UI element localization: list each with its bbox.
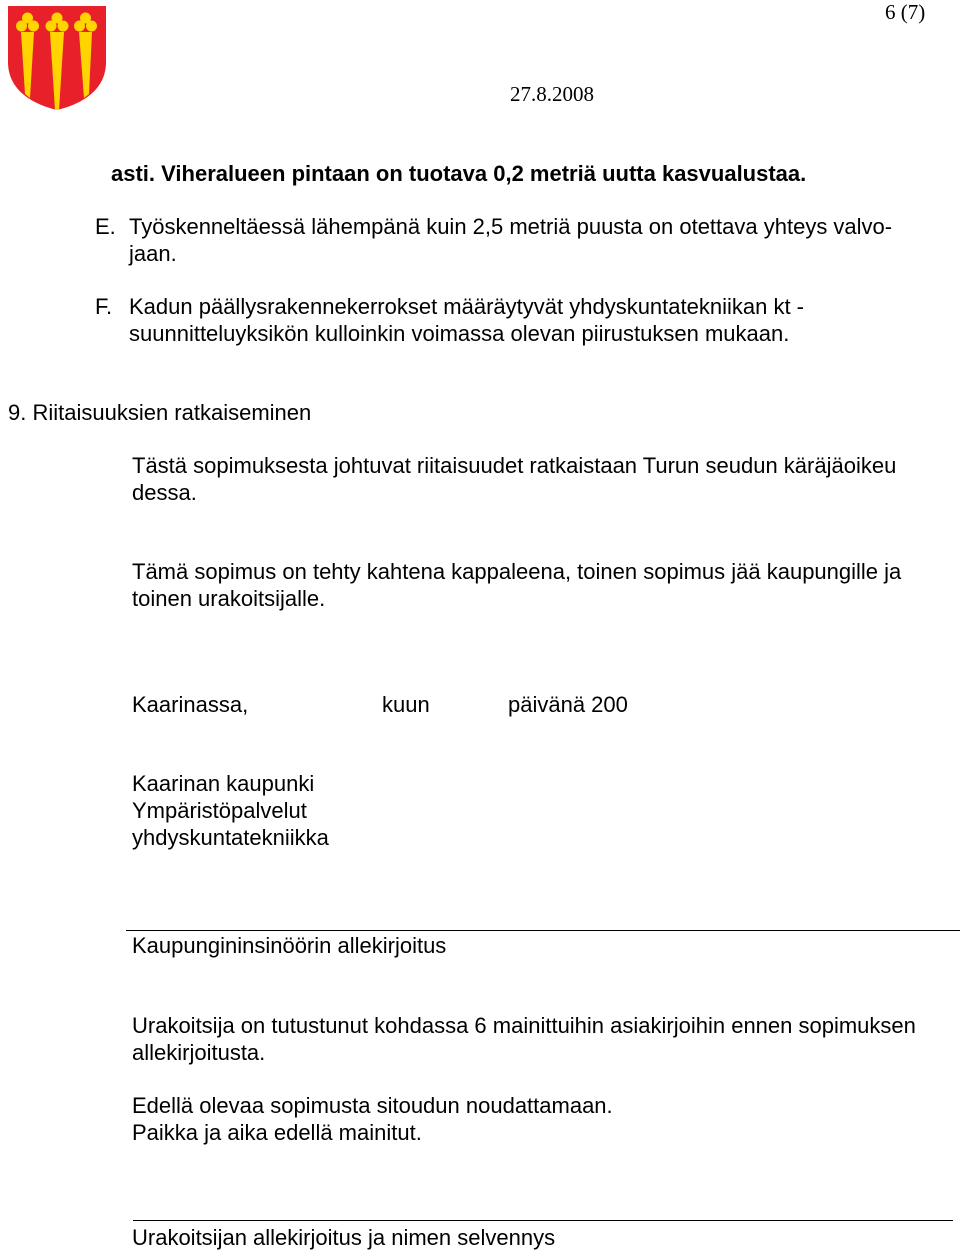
commitment-line1: Edellä olevaa sopimusta sitoudun noudattamaan. xyxy=(132,1093,613,1118)
organization-line3: yhdyskuntatekniikka xyxy=(132,825,329,850)
signature-label-engineer: Kaupungininsinöörin allekirjoitus xyxy=(132,933,447,958)
organization-line2: Ympäristöpalvelut xyxy=(132,798,307,823)
organization-line1: Kaarinan kaupunki xyxy=(132,771,315,796)
section-9-para2-line2: toinen urakoitsijalle. xyxy=(132,586,326,611)
signature-line-contractor xyxy=(133,1220,953,1221)
section-9-para2-line1: Tämä sopimus on tehty kahtena kappaleena, toinen sopimus jää kaupungille ja xyxy=(132,559,902,584)
contractor-statement-line2: allekirjoitusta. xyxy=(132,1040,266,1065)
item-e-line1: Työskenneltäessä lähempänä kuin 2,5 metriä puusta on otettava yhteys valvo- xyxy=(129,214,893,239)
item-f-line1: Kadun päällysrakennekerrokset määräytyvät yhdyskuntatekniikan kt - xyxy=(129,294,805,319)
bold-continuation-line: asti. Viheralueen pintaan on tuotava 0,2 metriä uutta kasvualustaa. xyxy=(111,161,807,186)
signature-label-contractor: Urakoitsijan allekirjoitus ja nimen selvennys xyxy=(132,1225,556,1250)
section-9-para1-line2: dessa. xyxy=(132,480,197,505)
commitment-line2: Paikka ja aika edellä mainitut. xyxy=(132,1120,422,1145)
item-f-letter: F. xyxy=(95,294,113,319)
coat-of-arms-icon xyxy=(6,4,108,112)
document-date: 27.8.2008 xyxy=(510,82,594,106)
page-number: 6 (7) xyxy=(885,0,926,24)
date-line-place: Kaarinassa, xyxy=(132,692,249,717)
section-9-para1-line1: Tästä sopimuksesta johtuvat riitaisuudet ratkaistaan Turun seudun käräjäoikeu xyxy=(132,453,897,478)
date-line-month: kuun xyxy=(382,692,430,717)
item-e-letter: E. xyxy=(95,214,116,239)
item-e-line2: jaan. xyxy=(129,241,177,266)
signature-line-engineer xyxy=(126,930,960,931)
item-f-line2: suunnitteluyksikön kulloinkin voimassa olevan piirustuksen mukaan. xyxy=(129,321,790,346)
section-9-heading: 9. Riitaisuuksien ratkaiseminen xyxy=(8,400,312,425)
date-line-day-year: päivänä 200 xyxy=(508,692,628,717)
contractor-statement-line1: Urakoitsija on tutustunut kohdassa 6 mainittuihin asiakirjoihin ennen sopimuksen xyxy=(132,1013,916,1038)
